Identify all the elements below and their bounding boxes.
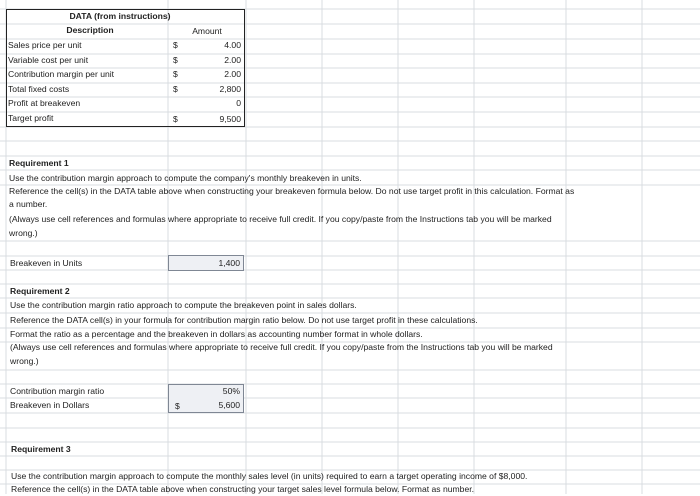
row-variable-cost-label[interactable]: Variable cost per unit [8,55,89,65]
breakeven-dollars-value[interactable]: 5,600 [218,400,240,410]
req1-instruction-line3: a number. [9,199,48,209]
description-header: Description [66,25,114,35]
req1-instruction-line2: Reference the cell(s) in the DATA table above when constructing your breakeven formula below. Do not use target profit in this calculation. Format as [9,186,575,196]
breakeven-units-label: Breakeven in Units [10,258,83,268]
row-contribution-margin-amount[interactable]: 2.00 [224,69,241,79]
breakeven-dollars-currency: $ [175,401,180,411]
req2-instruction-line4: (Always use cell references and formulas where appropriate to receive full credit. If you copy/paste from the Instructions tab you will be marked [10,342,553,352]
row-target-profit-amount[interactable]: 9,500 [219,114,241,124]
row-target-profit-label[interactable]: Target profit [8,113,54,123]
row-variable-cost-amount[interactable]: 2.00 [224,55,241,65]
req2-instruction-line3: Format the ratio as a percentage and the breakeven in dollars as accounting number format in whole dollars. [10,329,423,339]
req2-instruction-line1: Use the contribution margin ratio approach to compute the breakeven point in sales dollars. [10,300,357,310]
row-fixed-costs-currency: $ [173,84,178,94]
req1-instruction-line4: (Always use cell references and formulas where appropriate to receive full credit. If you copy/paste from the Instructions tab you will be marked [9,214,552,224]
row-profit-breakeven-label[interactable]: Profit at breakeven [8,98,81,108]
req2-instruction-line5: wrong.) [10,356,39,366]
req3-instruction-line1: Use the contribution margin approach to compute the monthly sales level (in units) required to earn a target operating income of $8,000. [11,471,528,481]
row-sales-price-label[interactable]: Sales price per unit [8,40,82,50]
amount-header: Amount [192,26,222,36]
data-table-title: DATA (from instructions) [69,11,171,21]
breakeven-units-value[interactable]: 1,400 [218,258,240,268]
row-fixed-costs-label[interactable]: Total fixed costs [8,84,70,94]
req3-heading: Requirement 3 [11,444,71,454]
req3-instruction-line2: Reference the cell(s) in the DATA table above when constructing your target sales level formula below. Format as number. [11,484,475,494]
row-contribution-margin-currency: $ [173,69,178,79]
req2-heading: Requirement 2 [10,286,70,296]
row-target-profit-currency: $ [173,114,178,124]
row-profit-breakeven-amount[interactable]: 0 [236,98,241,108]
row-sales-price-currency: $ [173,40,178,50]
req2-instruction-line2: Reference the DATA cell(s) in your formula for contribution margin ratio below. Do not use target profit in these calculations. [10,315,478,325]
req1-heading: Requirement 1 [9,158,69,168]
cm-ratio-label: Contribution margin ratio [10,386,105,396]
row-sales-price-amount[interactable]: 4.00 [224,40,241,50]
breakeven-dollars-label: Breakeven in Dollars [10,400,90,410]
cm-ratio-value[interactable]: 50% [222,386,240,396]
row-variable-cost-currency: $ [173,55,178,65]
row-contribution-margin-label[interactable]: Contribution margin per unit [8,69,115,79]
req1-instruction-line1: Use the contribution margin approach to compute the company's monthly breakeven in units. [9,173,362,183]
row-fixed-costs-amount[interactable]: 2,800 [219,84,241,94]
req1-instruction-line5: wrong.) [9,228,38,238]
